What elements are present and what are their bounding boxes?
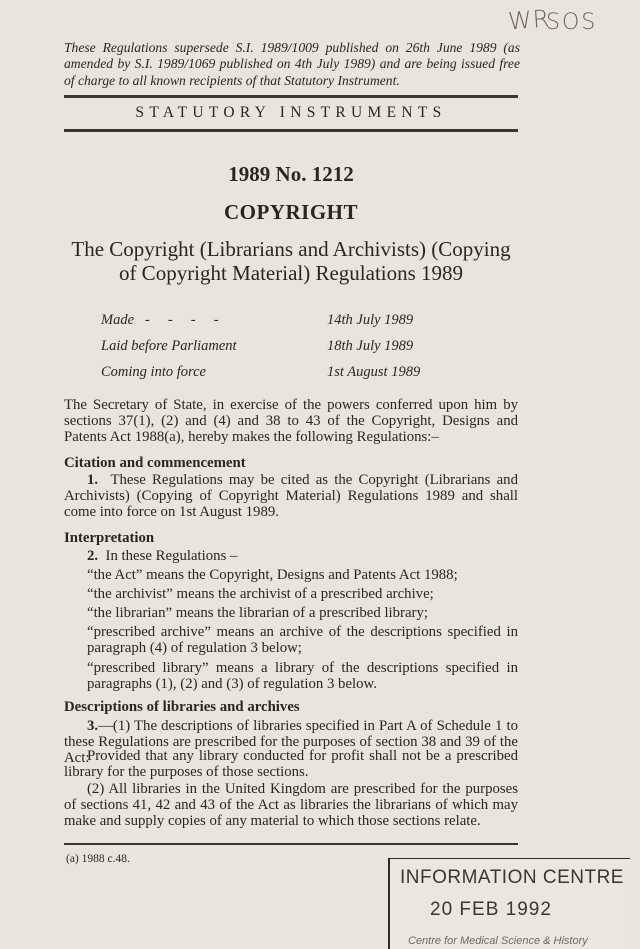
- definition-item: “the archivist” means the archivist of a prescribed archive;: [87, 586, 434, 602]
- section-heading-descriptions: Descriptions of libraries and archives: [64, 699, 300, 715]
- definition-item: “prescribed library” means a library of the descriptions specified in paragraphs (1), (2) and (3) of regulation 3 below.: [87, 660, 518, 693]
- regulation-3-paragraph-2: (2) All libraries in the United Kingdom are prescribed for the purposes of sections 41, 42 and 43 of the Act as libraries the librarians of which may make and supply copies of any material to which those sections relate.: [64, 781, 518, 830]
- regulation-number: 3.: [87, 718, 99, 734]
- footnote: (a) 1988 c.48.: [66, 853, 130, 865]
- divider-top: [64, 95, 518, 98]
- regulation-text: These Regulations may be cited as the Copyright (Librarians and Archivists) (Copying of Copyright Material) Regulations 1989 and shall come into force on 1st August 1989.: [64, 472, 518, 521]
- instrument-number: 1989 No. 1212: [228, 162, 354, 186]
- preamble: The Secretary of State, in exercise of the powers conferred upon him by sections 37(1), (2) and (4) and 38 to 43 of the Copyright, Designs and Patents Act 1988(a), hereby makes the following Regulations:–: [64, 397, 518, 446]
- stamp-date: 20 FEB 1992: [430, 899, 552, 920]
- regulation-3-proviso: Provided that any library conducted for profit shall not be a prescribed library for the purposes of those sections.: [64, 748, 518, 781]
- regulation-text: In these Regulations –: [105, 548, 238, 564]
- date-label: Coming into force: [101, 364, 206, 380]
- stamp-line-1: INFORMATION CENTRE: [400, 867, 624, 888]
- date-row-laid: [101, 338, 481, 358]
- section-heading-interpretation: Interpretation: [64, 530, 155, 546]
- date-row-force: [101, 364, 481, 384]
- regulation-number: 2.: [87, 548, 99, 564]
- handwritten-code: SOS: [546, 10, 598, 35]
- date-label: Made - - - -: [101, 312, 219, 328]
- stamp-line-3: Centre for Medical Science & History: [408, 935, 588, 947]
- divider-bottom: [64, 129, 518, 132]
- regulation-text: —(1) The descriptions of libraries specified in Part A of Schedule 1 to these Regulations are prescribed for the purposes of section 38 and 39 of the Act:: [64, 718, 518, 767]
- date-value: 1st August 1989: [327, 364, 421, 380]
- footnote-divider: [64, 843, 518, 845]
- supersede-note: These Regulations supersede S.I. 1989/1009 published on 26th June 1989 (as amended by S.I. 1989/1069 published on 4th July 1989) and are being issued free of charge to all known recipients of that Statutory Instrument.: [64, 40, 520, 88]
- section-heading-citation: Citation and commencement: [64, 455, 246, 471]
- definition-item: “the Act” means the Copyright, Designs and Patents Act 1988;: [87, 567, 458, 583]
- date-value: 18th July 1989: [327, 338, 414, 354]
- regulation-1: [64, 472, 518, 521]
- series-heading: STATUTORY INSTRUMENTS: [135, 104, 447, 121]
- regulation-2: [64, 548, 518, 564]
- definition-item: “the librarian” means the librarian of a prescribed library;: [87, 605, 428, 621]
- regulations-title: The Copyright (Librarians and Archivists) (Copying of Copyright Material) Regulations 1989: [71, 237, 511, 285]
- handwritten-mark: WR: [507, 4, 552, 36]
- date-row-made: [101, 312, 481, 332]
- definition-item: “prescribed archive” means an archive of the descriptions specified in paragraph (4) of regulation 3 below;: [87, 624, 518, 657]
- received-stamp: [388, 858, 630, 949]
- regulation-number: 1.: [87, 472, 99, 488]
- date-value: 14th July 1989: [327, 312, 414, 328]
- date-label: Laid before Parliament: [101, 338, 237, 354]
- subject-heading: COPYRIGHT: [223, 200, 358, 224]
